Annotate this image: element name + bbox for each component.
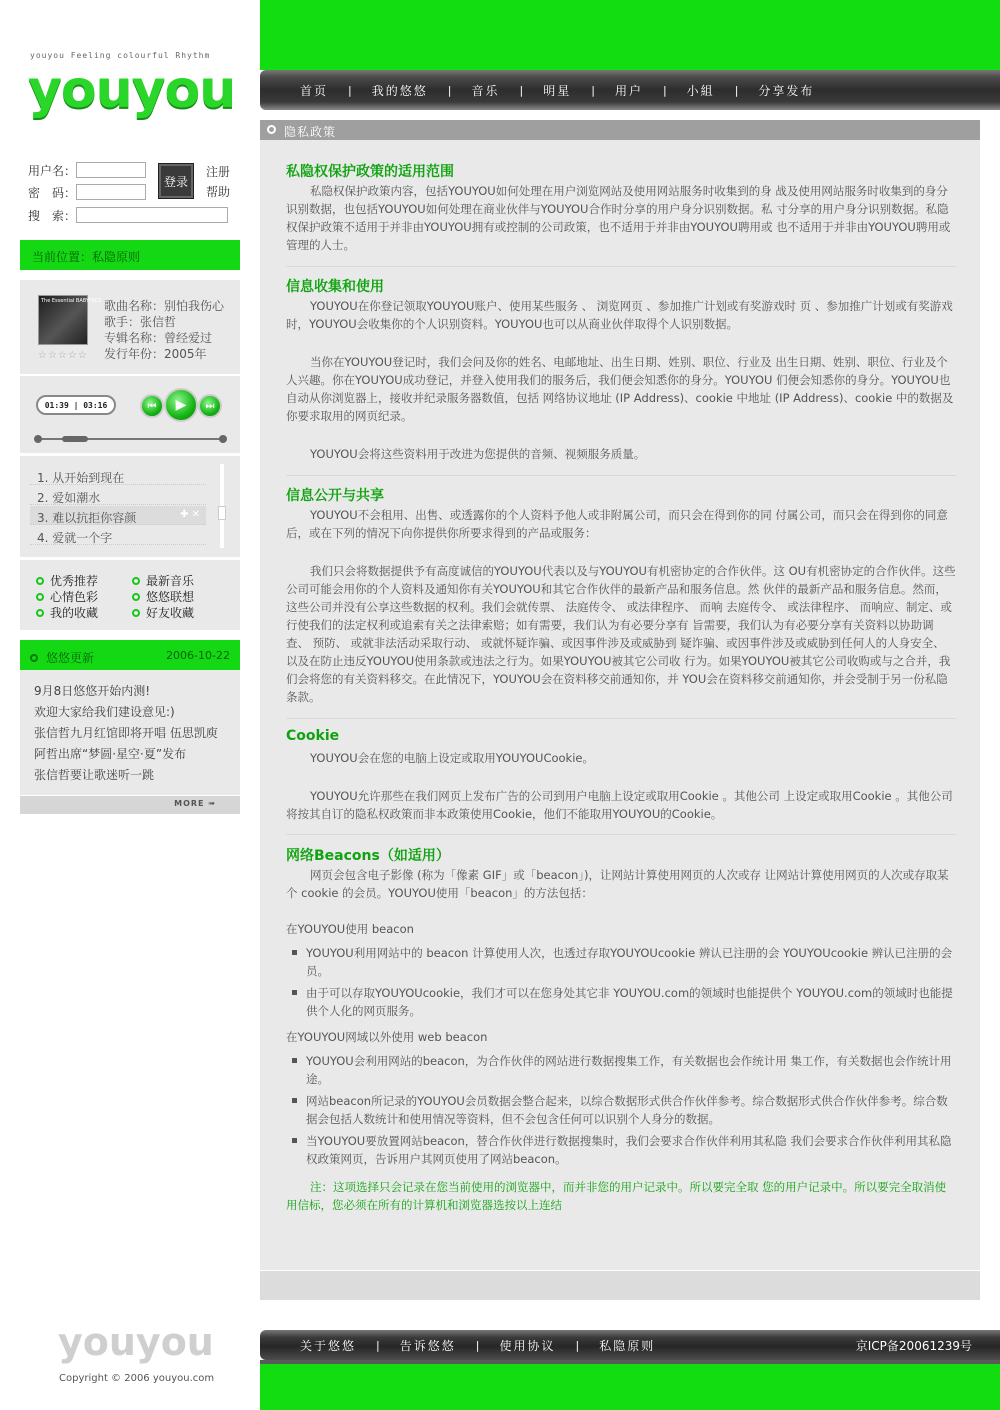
prev-button[interactable]: ⏮	[140, 394, 164, 418]
note: 注：这项选择只会记录在您当前使用的浏览器中，而并非您的用户记录中。所以要完全取 您的用户记录中。所以要完全取消使用信标，您必须在所有的计算机和浏览器选按以上连结	[286, 1180, 947, 1212]
update-item[interactable]: 张信哲九月红馆即将开唱 伍思凯庾	[34, 726, 218, 740]
paragraph: YOUYOU在你登记领取YOUYOU账户、使用某些服务 、 浏览网页 、参加推广计划或有奖游戏时 页 、参加推广计划或有奖游戏时，YOUYOU会收集你的个人识别资料。YOUYOU也可以从商业伙伴取得个人识别数据。	[286, 299, 953, 331]
left-sidebar	[0, 0, 260, 1410]
paragraph: YOUYOU允许那些在我们网页上发布广告的公司到用户电脑上设定或取用Cookie 。其他公司 上设定或取用Cookie 。其他公司将按其自订的隐私权政策而非本政策使用Cookie，他们不能取用YOUYOU的Cookie。	[286, 789, 953, 821]
subheading: 在YOUYOU网域以外使用 web beacon	[286, 1030, 488, 1044]
main-content	[260, 120, 980, 1300]
section-title: 隐私政策	[284, 125, 337, 139]
updates-header	[20, 640, 240, 670]
playlist-item-label: 2. 爱如潮水	[37, 491, 101, 505]
bullet-icon	[36, 609, 44, 617]
nav-my-youyou[interactable]: 我的悠悠	[371, 83, 428, 98]
footer-nav	[260, 1330, 1000, 1360]
username-row	[28, 161, 146, 179]
logo[interactable]: youyou	[28, 60, 236, 120]
more-link[interactable]: MORE ➠	[174, 799, 216, 808]
quick-link[interactable]	[36, 572, 98, 589]
quick-link[interactable]	[132, 588, 194, 605]
next-button[interactable]: ⏭	[198, 394, 222, 418]
quick-link-label: 我的收藏	[50, 606, 99, 620]
playlist-item-label: 3. 难以抗拒你容颜	[37, 511, 137, 525]
quick-link[interactable]	[132, 604, 194, 621]
breadcrumb: 当前位置：私隐原则	[20, 240, 240, 270]
heading-beacons: 网络Beacons（如适用）	[286, 848, 450, 864]
paragraph: 我们只会将数据提供予有高度诚信的YOUYOU代表以及与YOUYOU有机密协定的合作伙伴。这 OU有机密协定的合作伙伴。这些公司可能会用你的个人资料及通知你有关YOUYOU和其它合作伙伴的最新产品和服务信息。然 伙伴的最新产品和服务信息。然而， 这些公司并没有公享这些数据的权利。我们会就传票、 法庭传令、 或法律程序、 而响 去庭传令、 或法律程序、 而响应、制定、或行使我们的法定权利或追索有关之法律索赔；如有需要，我们认为有必要分享有 旨需要，我们认为有必要分享有关资料以协助调查、 预防、 或就非法活动采取行动、 或就怀疑诈骗、或因事件涉及或威胁到 疑诈骗、或因事件涉及或威胁到任何人的人身安全、 以及在防止违反YOUYOU使用条款或违法之行为。如果YOUYOU被其它公司收 行为。如果YOUYOU被其它公司收购或与之合并，我们会将您的有关资料移交。在此情况下，YOUYOU会在资料移交前通知你，并 YOU会在资料移交前通知你，并会受制于另一份私隐条款。	[286, 564, 956, 704]
bullet-icon	[132, 577, 140, 585]
update-item[interactable]: 张信哲要让歌迷听一跳	[34, 768, 155, 782]
content-bottom-bar	[260, 1270, 980, 1300]
quick-link-label: 心情色彩	[50, 590, 99, 604]
list-item: 由于可以存取YOUYOUcookie，我们才可以在您身处其它非 YOUYOU.com的领域时也能提供个 YOUYOU.com的领域时也能提供个人化的网页服务。	[306, 984, 956, 1020]
footer-link-terms[interactable]: 使用协议	[499, 1338, 556, 1353]
playlist-item-label: 1. 从开始到现在	[37, 471, 125, 485]
seek-start-dot	[34, 435, 42, 443]
username-label: 用户名：	[28, 163, 77, 178]
song-year: 发行年份：2005年	[104, 347, 207, 361]
icp-number: 京ICP备20061239号	[855, 1338, 972, 1353]
playlist-item[interactable]	[30, 466, 206, 485]
quick-link-label: 最新音乐	[146, 574, 195, 588]
section-title-bar	[260, 120, 980, 140]
copyright: Copyright © 2006 youyou.com	[59, 1373, 215, 1384]
paragraph: 当你在YOUYOU登记时，我们会问及你的姓名、电邮地址、出生日期、姓别、职位、行业及 出生日期、姓别、职位、行业及个人兴趣。你在YOUYOU成功登记，并登入使用我们的服务后，我们便会知悉你的身分。YOUYOU 们便会知悉你的身分。YOUYOU也自动从你浏览器上，接收并纪录服务器数值，包括 网络协议地址 (IP Address)、cookie 中地址 (IP Address)、cookie 中的数据及你要求取用的网页纪录。	[286, 355, 954, 423]
circle-icon	[30, 654, 38, 662]
logo-tagline: youyou Feeling colourful Rhythm	[30, 51, 211, 60]
bullet-icon	[132, 609, 140, 617]
login-button[interactable]: 登录	[158, 163, 194, 199]
nav-home[interactable]: 首页	[300, 83, 329, 98]
playlist-item-label: 4. 爱就一个字	[37, 531, 113, 545]
song-name: 歌曲名称：别怕我伤心	[104, 299, 225, 313]
updates-list	[20, 670, 240, 795]
circle-icon	[267, 125, 276, 134]
quick-link-label: 好友收藏	[146, 606, 195, 620]
bullet-icon	[36, 577, 44, 585]
update-item[interactable]: 9月8日悠悠开始内测!	[34, 684, 151, 698]
album-cover[interactable]	[38, 295, 102, 345]
update-item[interactable]: 阿哲出席“梦圆·星空·夏”发布	[34, 747, 187, 761]
scrollbar-thumb[interactable]	[218, 506, 226, 520]
playlist-item-controls[interactable]: ✚ ✕	[180, 509, 200, 520]
seek-end-dot	[219, 435, 227, 443]
divider	[286, 475, 956, 476]
bullet-icon	[132, 593, 140, 601]
album-cover-text: The Essential BABYFACE	[41, 298, 102, 304]
nav-separator: |	[376, 1338, 380, 1352]
quick-link[interactable]	[36, 604, 98, 621]
playlist-scrollbar[interactable]	[220, 464, 224, 548]
bullet-icon	[36, 593, 44, 601]
search-label: 搜 索：	[28, 208, 77, 223]
heading-scope: 私隐权保护政策的适用范围	[286, 164, 454, 180]
rating-stars[interactable]: ☆☆☆☆☆	[38, 350, 88, 361]
divider	[286, 834, 956, 835]
heading-cookie: Cookie	[286, 728, 340, 744]
time-display: 01:39 | 03:16	[36, 395, 116, 415]
footer-link-privacy[interactable]: 私隐原则	[599, 1338, 656, 1353]
playlist-item[interactable]	[30, 506, 206, 525]
song-info-panel	[20, 280, 240, 375]
playlist-item[interactable]	[30, 526, 206, 545]
divider	[286, 266, 956, 267]
nav-share[interactable]: 分享发布	[758, 83, 815, 98]
paragraph: YOUYOU不会租用、出售、或透露你的个人资料予他人或非附属公司，而只会在得到你的同 付属公司，而只会在得到你的同意后，或在下列的情况下向你提供你所要求得到的产品或服务：	[286, 508, 948, 540]
music-player	[20, 376, 240, 454]
divider	[286, 718, 956, 719]
song-singer: 歌手：张信哲	[104, 315, 177, 329]
nav-users[interactable]: 用户	[614, 83, 643, 98]
subheading: 在YOUYOU使用 beacon	[286, 922, 414, 936]
nav-separator: |	[348, 83, 352, 97]
password-label: 密 码：	[28, 185, 77, 200]
password-row	[28, 183, 146, 201]
more-bar	[20, 795, 240, 814]
nav-separator: |	[591, 83, 595, 97]
list-item: YOUYOU利用网站中的 beacon 计算使用人次，也透过存取YOUYOUcookie 辨认已注册的会 YOUYOUcookie 辨认已注册的会员。	[306, 944, 956, 980]
list-item: 当YOUYOU要放置网站beacon，替合作伙伴进行数据搜集时，我们会要求合作伙伴利用其私隐 我们会要求合作伙伴利用其私隐权政策网页，告诉用户其网页使用了网站beacon。	[306, 1132, 956, 1168]
paragraph: YOUYOU会在您的电脑上设定或取用YOUYOUCookie。	[310, 751, 594, 765]
quick-link-label: 优秀推荐	[50, 574, 99, 588]
bottom-banner	[260, 1360, 1000, 1410]
password-input[interactable]	[76, 184, 146, 200]
nav-music[interactable]: 音乐	[471, 83, 500, 98]
nav-separator: |	[662, 83, 667, 97]
username-input[interactable]	[76, 162, 146, 178]
top-banner	[260, 0, 1000, 70]
footer-link-feedback[interactable]: 告诉悠悠	[399, 1338, 456, 1353]
quick-link[interactable]	[132, 572, 194, 589]
register-link[interactable]: 注册	[206, 165, 231, 179]
paragraph: 私隐权保护政策内容，包括YOUYOU如何处理在用户浏览网站及使用网站服务时收集到的身 战及使用网站服务时收集到的身分识别数据，也包括YOUYOU如何处理在商业伙伴与YOUYOU合作时分享的用户身分识别数据。私 寸分享的用户身分识别数据。私隐权保护政策不适用于并非由YOUYOU拥有或控制的公司政策，也不适用于并非由YOUYOU聘用或 也不适用于并非由YOUYOU聘用或管理的人士。	[286, 184, 951, 252]
seek-handle[interactable]	[62, 436, 88, 442]
nav-separator: |	[575, 1338, 580, 1352]
seek-bar[interactable]	[38, 438, 223, 440]
nav-groups[interactable]: 小組	[686, 83, 715, 98]
footer-link-about[interactable]: 关于悠悠	[300, 1338, 357, 1353]
update-item[interactable]: 欢迎大家给我们建设意见:)	[34, 705, 175, 719]
quick-link-label: 悠悠联想	[146, 590, 195, 604]
nav-separator: |	[519, 83, 524, 97]
heading-collection: 信息收集和使用	[286, 279, 384, 295]
playlist-item[interactable]	[30, 486, 206, 505]
nav-separator: |	[475, 1338, 480, 1352]
paragraph: YOUYOU会将这些资料用于改进为您提供的音频、视频服务质量。	[310, 447, 646, 461]
updates-title: 悠悠更新	[46, 651, 95, 665]
footer-logo: youyou	[58, 1320, 214, 1364]
heading-sharing: 信息公开与共享	[286, 488, 384, 504]
song-album: 专辑名称：曾经爱过	[104, 331, 213, 345]
list-item: 网站beacon所记录的YOUYOU会员数据会整合起来，以综合数据形式供合作伙伴参考。综合数据形式供合作伙伴参考。综合数据会包括人数统计和使用情况等资料，但不会包含任何可以识别个人身分的数据。	[306, 1092, 956, 1128]
search-row	[28, 206, 228, 224]
paragraph: 网页会包含电子影像 (称为「像素 GIF」或「beacon」)，让网站计算使用网页的人次或存 让网站计算使用网页的人次或存取某个 cookie 的会员。YOUYOU使用「beacon」的方法包括：	[286, 868, 949, 900]
song-details	[104, 298, 224, 362]
nav-separator: |	[734, 83, 739, 97]
play-button[interactable]: ▶	[164, 388, 198, 422]
nav-stars[interactable]: 明星	[543, 83, 572, 98]
search-input[interactable]	[76, 207, 228, 223]
updates-date: 2006-10-22	[166, 649, 230, 662]
main-nav	[260, 70, 1000, 110]
playlist	[20, 456, 240, 558]
help-link[interactable]: 帮助	[206, 185, 231, 199]
nav-separator: |	[447, 83, 452, 97]
list-item: YOUYOU会利用网站的beacon，为合作伙伴的网站进行数据搜集工作，有关数据也会作统计用 集工作，有关数据也会作统计用途。	[306, 1052, 956, 1088]
quick-link[interactable]	[36, 588, 98, 605]
quick-links	[20, 560, 240, 630]
